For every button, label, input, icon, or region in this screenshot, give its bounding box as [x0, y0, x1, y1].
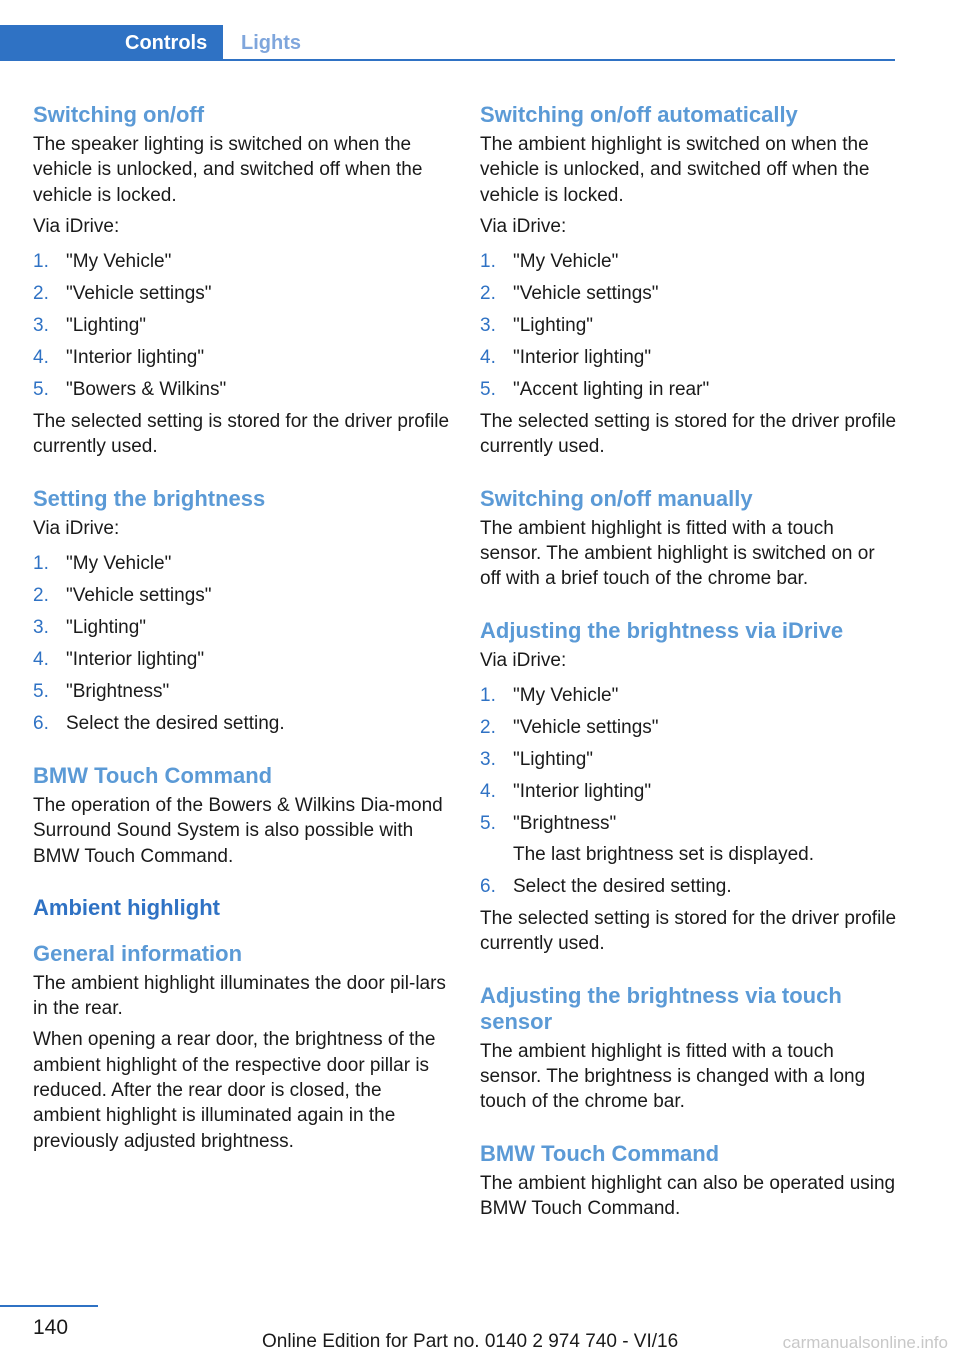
- list-item: 3. "Lighting": [480, 748, 594, 770]
- via-idrive-label: Via iDrive:: [480, 215, 567, 237]
- list-item: 4. "Interior lighting": [33, 648, 205, 670]
- steps-list: [33, 249, 451, 402]
- list-item: 4. "Interior lighting": [480, 347, 652, 369]
- list-item: 5. "Bowers & Wilkins": [33, 379, 227, 401]
- list-item: 4. "Interior lighting": [480, 780, 652, 802]
- steps-list: [480, 249, 898, 402]
- list-item: 3. "Lighting": [33, 616, 147, 638]
- edition-note: Online Edition for Part no. 0140 2 974 740 - VI/16: [262, 1331, 679, 1352]
- heading-bmw-touch-command: BMW Touch Command: [33, 762, 273, 788]
- paragraph: The ambient highlight can also be operated using BMW Touch Command.: [480, 1172, 896, 1219]
- list-item: 6. Select the desired setting.: [33, 712, 285, 734]
- heading-bmw-touch-command: BMW Touch Command: [480, 1140, 720, 1166]
- right-column: [480, 102, 898, 1227]
- heading-switching-on-off-manually: Switching on/off manually: [480, 485, 753, 511]
- heading-brightness-via-touch-sensor: Adjusting the brightness via touch sensor: [480, 982, 842, 1034]
- paragraph: The ambient highlight is fitted with a touch sensor. The ambient highlight is switched on or off with a brief touch of the chrome bar.: [480, 517, 875, 590]
- tab-lights[interactable]: Lights: [241, 32, 301, 54]
- via-idrive-label: Via iDrive:: [33, 517, 120, 539]
- paragraph: The ambient highlight illuminates the door pil-lars in the rear.: [33, 972, 446, 1020]
- paragraph: The selected setting is stored for the driver profile currently used.: [480, 411, 897, 458]
- list-item: 1. "My Vehicle": [33, 553, 172, 574]
- section-tab-bar: [0, 25, 895, 61]
- heading-general-information: General information: [33, 940, 243, 966]
- watermark: carmanualsonline.info: [782, 1333, 948, 1352]
- heading-switching-on-off: Switching on/off: [33, 102, 205, 127]
- page-number: 140: [33, 1316, 69, 1339]
- page-number-rule: [0, 1305, 98, 1307]
- paragraph: The speaker lighting is switched on when the vehicle is unlocked, and switched off when the vehicle is locked.: [33, 134, 423, 206]
- list-item: 6. Select the desired setting.: [480, 876, 732, 898]
- list-item: 5. "Accent lighting in rear": [480, 379, 710, 401]
- list-item: 2. "Vehicle settings": [480, 283, 659, 305]
- list-item: 5. "Brightness" The last brightness set is displayed.: [480, 811, 898, 868]
- list-item: 2. "Vehicle settings": [480, 716, 659, 738]
- paragraph: When opening a rear door, the brightness of the ambient highlight of the respective door pillar is reduced. After the rear door is closed, the ambient highlight is illuminated again in the previously adjusted brightness.: [33, 1029, 436, 1152]
- paragraph: The ambient highlight is switched on when the vehicle is unlocked, and switched off when the vehicle is locked.: [480, 134, 870, 206]
- via-idrive-label: Via iDrive:: [480, 649, 567, 671]
- paragraph: The operation of the Bowers & Wilkins Dia-mond Surround Sound System is also possible with BMW Touch Command.: [33, 794, 443, 867]
- paragraph: The selected setting is stored for the driver profile currently used.: [33, 411, 450, 458]
- paragraph: The selected setting is stored for the driver profile currently used.: [480, 908, 897, 955]
- list-item: 4. "Interior lighting": [33, 347, 205, 369]
- list-item: 3. "Lighting": [480, 315, 594, 337]
- left-column: [33, 102, 451, 1160]
- list-item: 1. "My Vehicle": [480, 684, 619, 706]
- heading-setting-brightness: Setting the brightness: [33, 485, 266, 511]
- heading-brightness-via-idrive: Adjusting the brightness via iDrive: [480, 617, 844, 643]
- list-item: 1. "My Vehicle": [33, 251, 172, 273]
- heading-switching-on-off-automatically: Switching on/off automatically: [480, 102, 798, 127]
- list-item: 2. "Vehicle settings": [33, 283, 212, 305]
- tab-bar-rule: [0, 59, 895, 61]
- paragraph: The ambient highlight is fitted with a touch sensor. The brightness is changed with a long touch of the chrome bar.: [480, 1040, 866, 1113]
- list-item-note: The last brightness set is displayed.: [513, 844, 814, 866]
- via-idrive-label: Via iDrive:: [33, 215, 120, 237]
- steps-list: [33, 551, 451, 736]
- tab-controls[interactable]: Controls: [0, 25, 223, 61]
- steps-list: [480, 683, 898, 900]
- list-item: 3. "Lighting": [33, 315, 147, 337]
- list-item: 2. "Vehicle settings": [33, 584, 212, 606]
- list-item: 5. "Brightness": [33, 680, 170, 702]
- heading-ambient-highlight: Ambient highlight: [33, 894, 220, 920]
- list-item: 1. "My Vehicle": [480, 251, 619, 273]
